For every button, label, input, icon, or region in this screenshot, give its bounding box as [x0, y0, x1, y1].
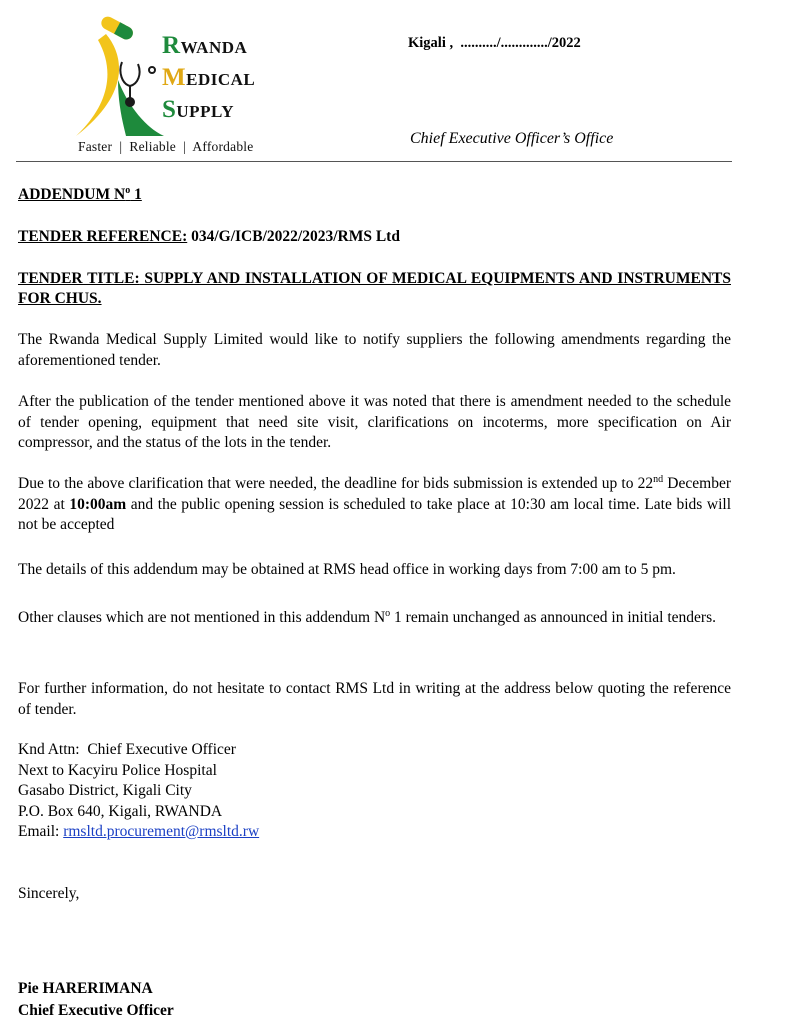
brand-line-supply [162, 96, 234, 124]
brand-rest-medical: EDICAL [186, 70, 256, 89]
brand-initial-r: R [162, 32, 181, 59]
brand-initial-s: S [162, 96, 177, 123]
paragraph-amendment: After the publication of the tender mentioned above it was noted that there is amendment needed to the schedule of tender opening, equipment that need site visit, clarifications on incoterms, more specification on Air compressor, and the status of the lots in the tender. [18, 393, 731, 451]
deadline-text-b: December 2022 at [18, 475, 731, 513]
paragraph-contact: For further information, do not hesitate to contact RMS Ltd in writing at the address below quoting the reference of tender. [18, 680, 731, 718]
paragraph-intro: The Rwanda Medical Supply Limited would like to notify suppliers the following amendments regarding the aforementioned tender. [18, 331, 731, 369]
brand-line-rwanda [162, 32, 247, 60]
tender-title-label: TENDER TITLE: [18, 270, 140, 287]
clauses-sup: o [385, 607, 391, 619]
clauses-text-a: Other clauses which are not mentioned in this addendum N [18, 609, 386, 626]
closing-salutation: Sincerely, [18, 885, 80, 902]
paragraph-deadline [18, 474, 731, 536]
paragraph-other-clauses [18, 606, 731, 630]
paragraph-details: The details of this addendum may be obtained at RMS head office in working days from 7:00 am to 5 pm. [18, 561, 676, 578]
address-line-2: Gasabo District, Kigali City [18, 782, 192, 799]
logo-green-wedge [118, 80, 164, 136]
email-link[interactable]: rmsltd.procurement@rmsltd.rw [63, 823, 260, 840]
deadline-sup: nd [653, 473, 664, 485]
signatory-name: Pie HARERIMANA [18, 980, 153, 997]
tender-reference-value: 034/G/ICB/2022/2023/RMS Ltd [187, 228, 400, 245]
addendum-heading [18, 186, 142, 204]
address-line-3: P.O. Box 640, Kigali, RWANDA [18, 802, 223, 820]
date-line: Kigali , ........../............./2022 [408, 35, 581, 51]
logo-yellow-swoosh [76, 34, 119, 136]
rms-logo-icon [68, 10, 168, 140]
address-attn: Knd Attn: Chief Executive Officer [18, 741, 236, 758]
deadline-text-a: Due to the above clarification that were needed, the deadline for bids submission is extended up to 22 [18, 475, 654, 492]
tender-reference [18, 228, 400, 246]
tender-title-value: SUPPLY AND INSTALLATION OF MEDICAL EQUIPMENTS AND INSTRUMENTS FOR CHUS. [18, 270, 731, 307]
brand-line-medical [162, 64, 255, 92]
addendum-label: ADDENDUM N [18, 186, 126, 203]
brand-tagline: Faster | Reliable | Affordable [78, 139, 254, 154]
header-divider [16, 161, 732, 162]
signatory-title: Chief Executive Officer [18, 1002, 174, 1019]
office-name: Chief Executive Officer’s Office [410, 130, 614, 147]
brand-rest-rwanda: WANDA [180, 38, 248, 57]
tender-reference-label: TENDER REFERENCE: [18, 228, 188, 245]
address-line-1: Next to Kacyiru Police Hospital [18, 761, 217, 779]
email-label: Email: [18, 823, 64, 840]
addendum-sup: o [125, 184, 131, 196]
address-email-row [18, 822, 259, 843]
brand-rest-supply: UPPLY [176, 102, 235, 121]
clauses-text-b: 1 remain unchanged as announced in initial tenders. [390, 609, 716, 626]
deadline-text-c: and the public opening session is scheduled to take place at 10:30 am local time. Late bids will not be accepted [18, 495, 731, 533]
address-block [18, 740, 259, 843]
tender-title [18, 269, 731, 309]
addendum-number: 1 [130, 186, 142, 203]
deadline-time: 10:00am [69, 495, 127, 513]
brand-initial-m: M [162, 64, 187, 91]
